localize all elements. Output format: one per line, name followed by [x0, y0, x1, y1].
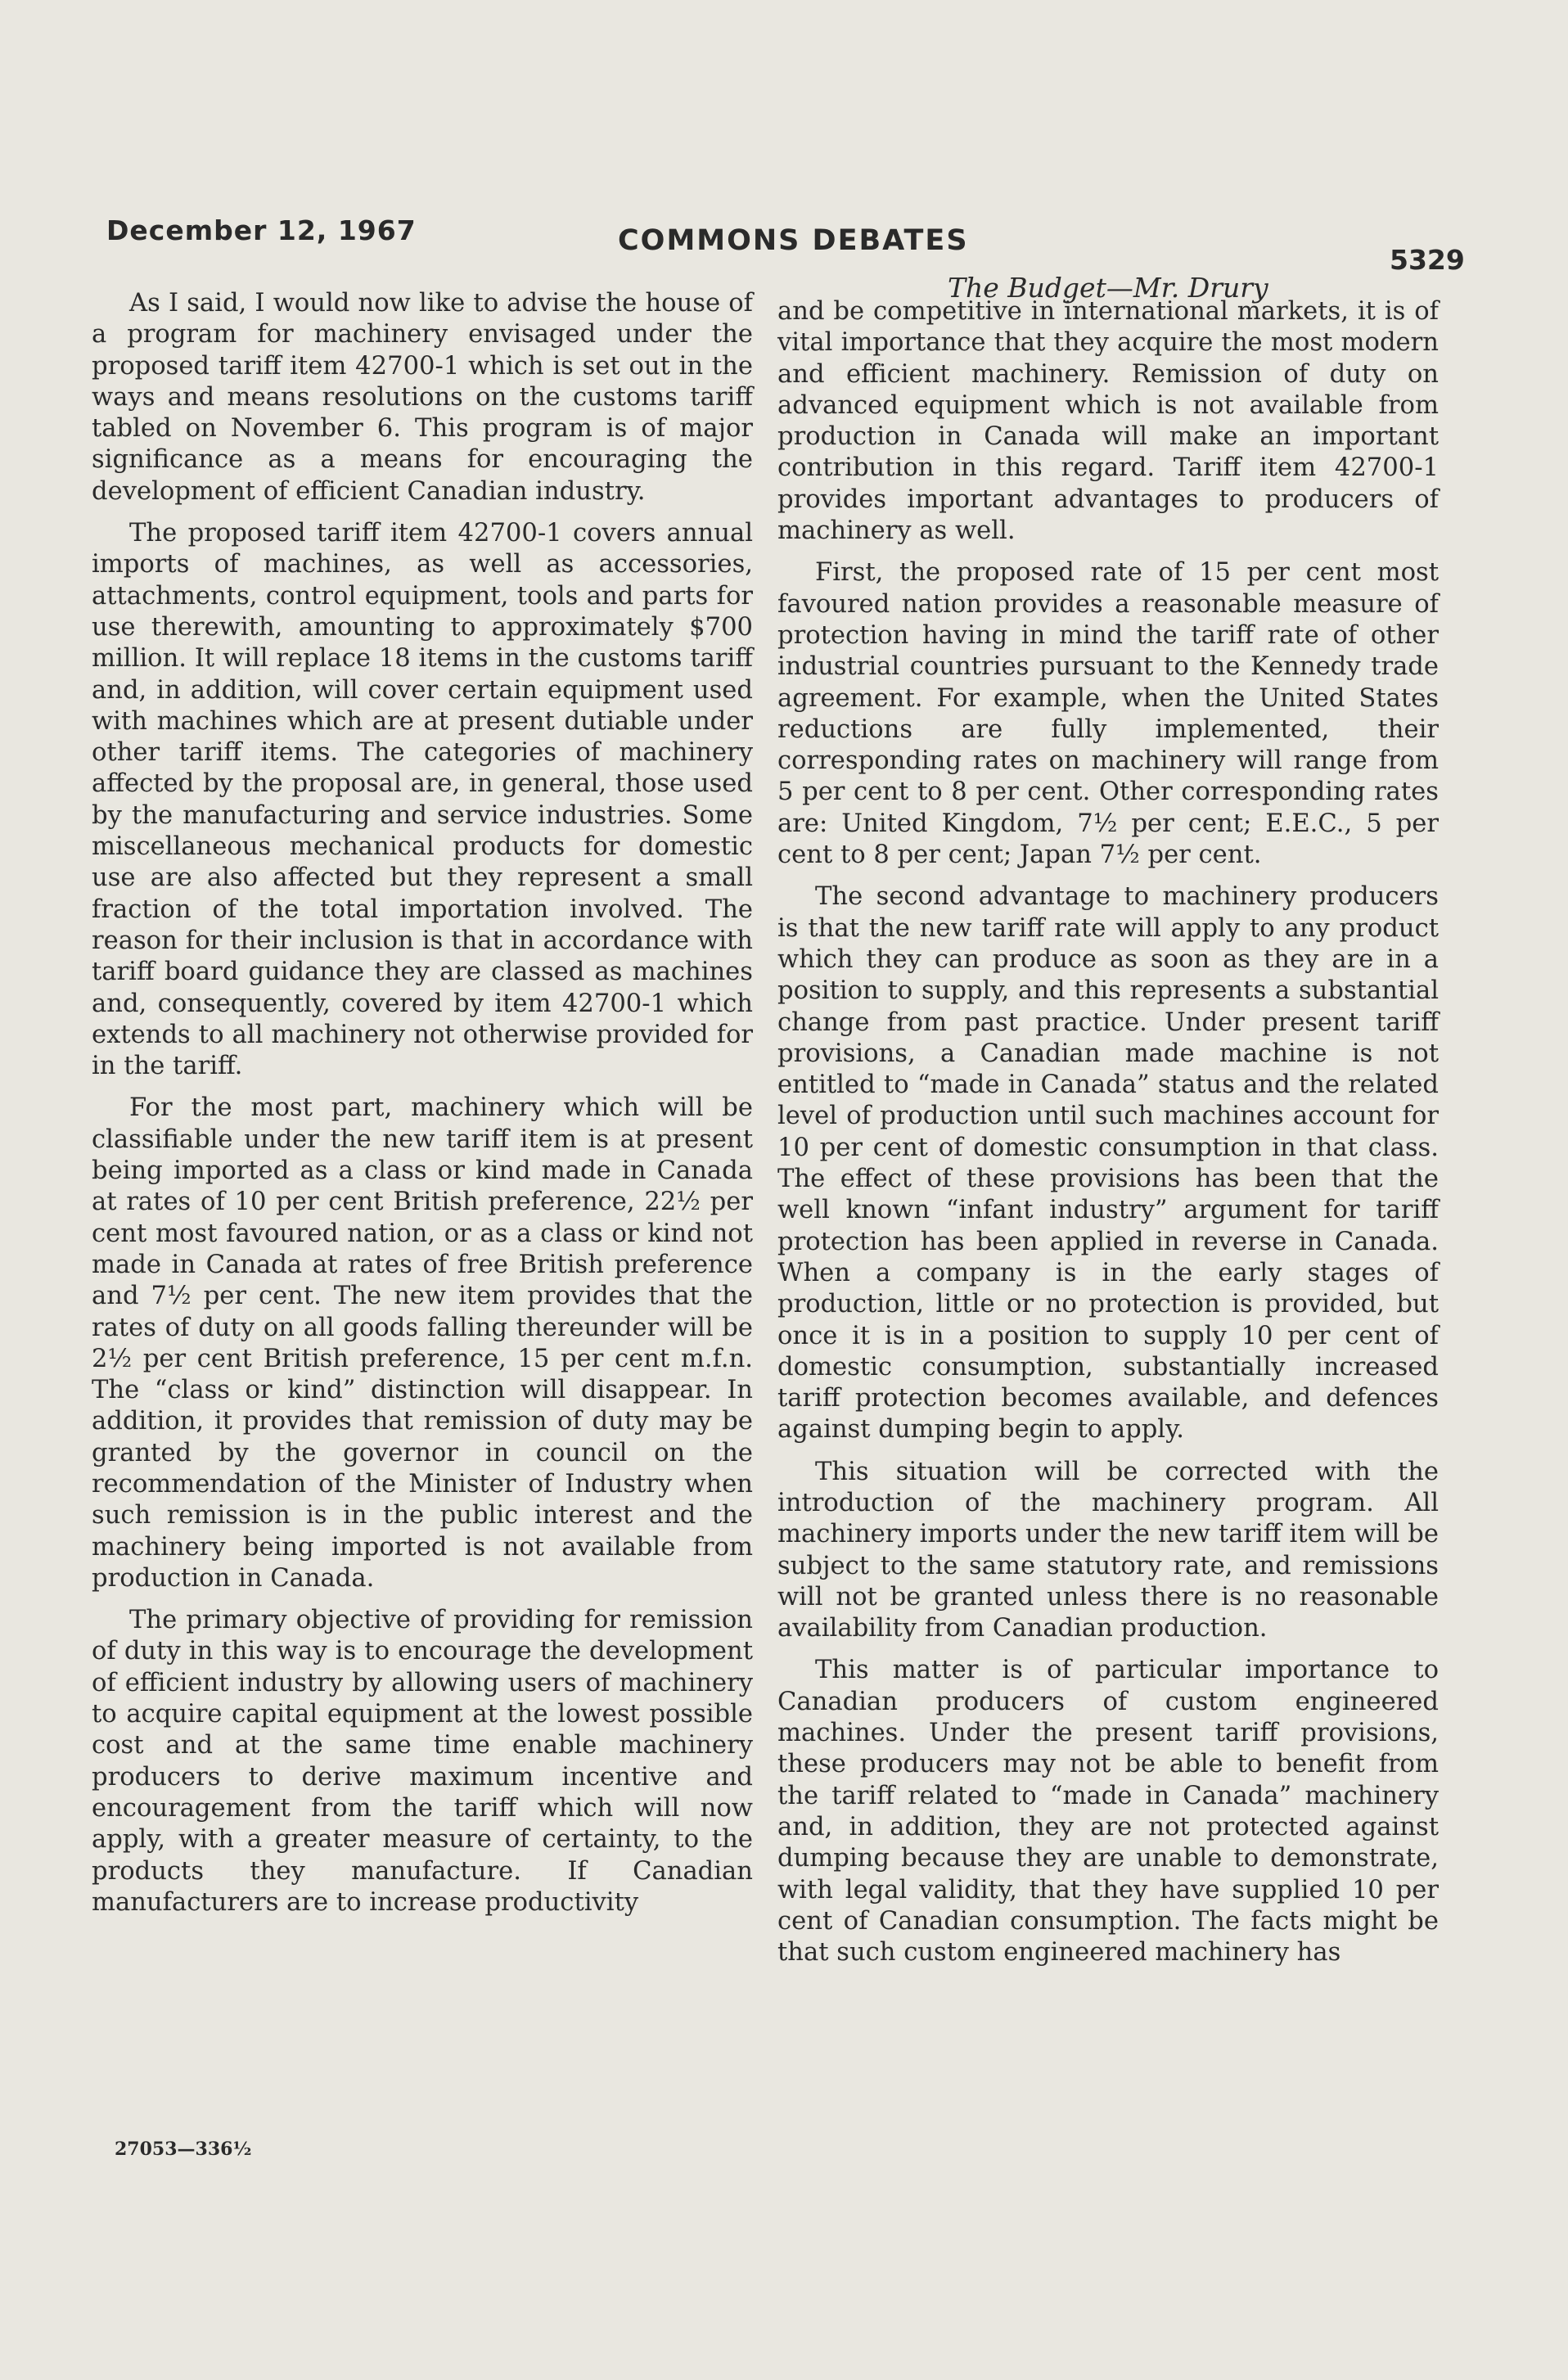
header-date: December 12, 1967	[106, 214, 417, 246]
running-head: The Budget—Mr. Drury	[948, 272, 1268, 304]
page-number: 5329	[1390, 244, 1465, 276]
paragraph: First, the proposed rate of 15 per cent most favoured nation provides a reasonable measure of protection having in mind the tariff rate of other industrial countries pursuant to the Kennedy trade agreement. For example, when the United States reductions are fully implemented, their corresponding rates on machinery will range from 5 per cent to 8 per cent. Other corresponding rates are: United Kingdom, 7½ per cent; E.E.C., 5 per cent to 8 per cent; Japan 7½ per cent.	[777, 558, 1439, 870]
paragraph: and be competitive in international markets, it is of vital importance that they acquire the most modern and efficient machinery. Remission of duty on advanced equipment which is not available from production in Canada will make an important contribution in this regard. Tariff item 42700-1 provides important advantages to producers of machinery as well.	[777, 297, 1439, 546]
paragraph: This situation will be corrected with the introduction of the machinery program. All machinery imports under the new tariff item will be subject to the same statutory rate, and remissions will not be granted unless there is no reasonable availability from Canadian production.	[777, 1457, 1439, 1643]
paragraph: For the most part, machinery which will be classifiable under the new tariff item is at present being imported as a class or kind made in Canada at rates of 10 per cent British preference, 22½ per cent most favoured nation, or as a class or kind not made in Canada at rates of free British preference and 7½ per cent. The new item provides that the rates of duty on all goods falling thereunder will be 2½ per cent British preference, 15 per cent m.f.n. The “class or kind” distinction will disappear. In addition, it provides that remission of duty may be granted by the governor in council on the recommendation of the Minister of Industry when such remission is in the public interest and the machinery being imported is not available from production in Canada.	[92, 1093, 753, 1593]
paragraph: This matter is of particular importance to Canadian producers of custom engineered machines. Under the present tariff provisions, these producers may not be able to benefit from the tariff related to “made in Canada” machinery and, in addition, they are not protected against dumping because they are unable to demonstrate, with legal validity, that they have supplied 10 per cent of Canadian consumption. The facts might be that such custom engineered machinery has	[777, 1656, 1439, 1968]
right-column	[777, 296, 1439, 1979]
footer-code: 27053—336½	[115, 2139, 252, 2160]
header-title: COMMONS DEBATES	[618, 224, 969, 257]
paragraph: The proposed tariff item 42700-1 covers annual imports of machines, as well as accessories, attachments, control equipment, tools and parts for use therewith, amounting to approximately $700 million. It will replace 18 items in the customs tariff and, in addition, will cover certain equipment used with machines which are at present dutiable under other tariff items. The categories of machinery affected by the proposal are, in general, those used by the manufacturing and service industries. Some miscellaneous mechanical products for domestic use are also affected but they represent a small fraction of the total importation involved. The reason for their inclusion is that in accordance with tariff board guidance they are classed as machines and, consequently, covered by item 42700-1 which extends to all machinery not otherwise provided for in the tariff.	[92, 519, 753, 1081]
paragraph: As I said, I would now like to advise the house of a program for machinery envisaged under the proposed tariff item 42700-1 which is set out in the ways and means resolutions on the customs tariff tabled on November 6. This program is of major significance as a means for encouraging the development of efficient Canadian industry.	[92, 289, 753, 506]
left-column	[92, 288, 753, 1929]
paragraph: The second advantage to machinery producers is that the new tariff rate will apply to any product which they can produce as soon as they are in a position to supply, and this represents a substantial change from past practice. Under present tariff provisions, a Canadian made machine is not entitled to “made in Canada” status and the related level of production until such machines account for 10 per cent of domestic consumption in that class. The effect of these provisions has been that the well known “infant industry” argument for tariff protection has been applied in reverse in Canada. When a company is in the early stages of production, little or no protection is provided, but once it is in a position to supply 10 per cent of domestic consumption, substantially increased tariff protection becomes available, and defences against dumping begin to apply.	[777, 882, 1439, 1445]
paragraph: The primary objective of providing for remission of duty in this way is to encourage the development of efficient industry by allowing users of machinery to acquire capital equipment at the lowest possible cost and at the same time enable machinery producers to derive maximum incentive and encouragement from the tariff which will now apply, with a greater measure of certainty, to the products they manufacture. If Canadian manufacturers are to increase productivity	[92, 1606, 753, 1917]
